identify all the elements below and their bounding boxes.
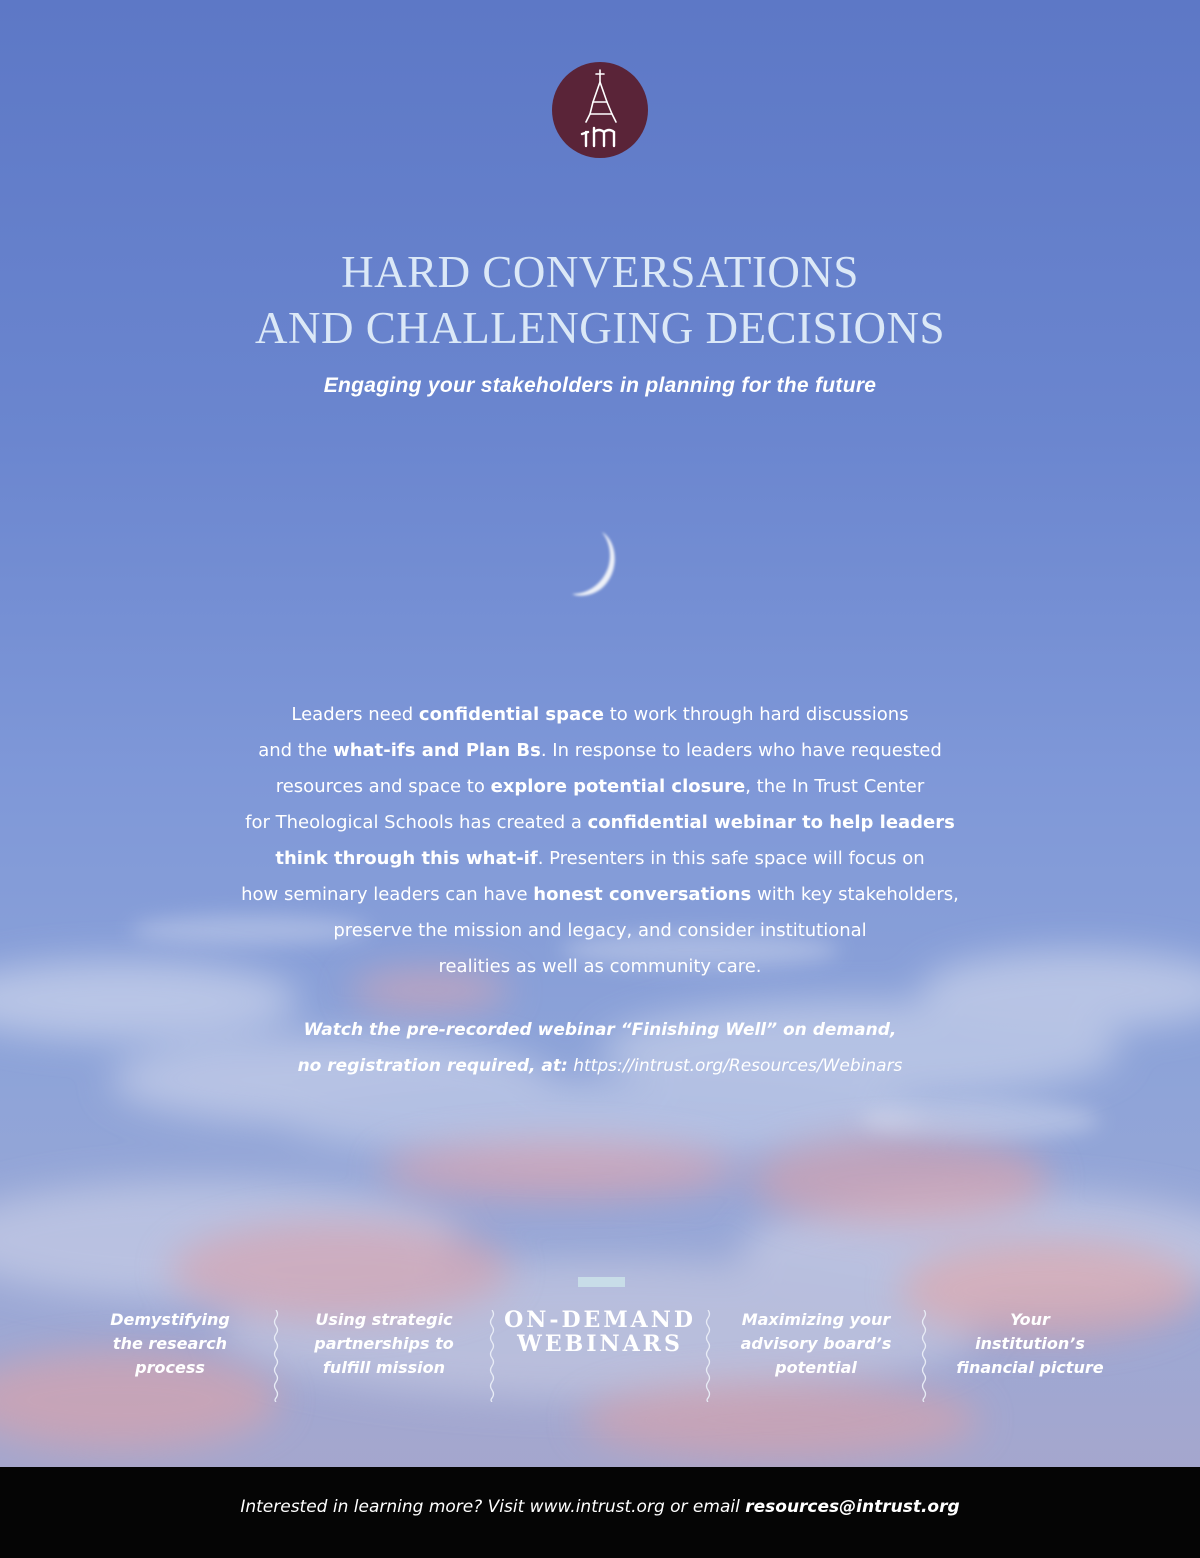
topic-line: potential	[775, 1358, 857, 1377]
body-emphasis: confidential space	[418, 704, 605, 725]
cta-text: no registration required, at:	[297, 1056, 568, 1076]
topic-line: partnerships to	[314, 1334, 454, 1353]
page-subtitle: Engaging your stakeholders in planning for the future	[323, 374, 877, 397]
body-line-1	[0, 697, 1200, 733]
topic-line: institution’s	[975, 1334, 1085, 1353]
footer-email-link[interactable]: resources@intrust.org	[745, 1497, 960, 1517]
cta-line-1	[0, 1012, 1200, 1048]
body-text-segment: for Theological Schools has created a	[245, 812, 588, 833]
body-text-segment: with key stakeholders,	[751, 884, 959, 905]
body-emphasis: what-ifs and Plan Bs	[333, 740, 541, 761]
topic-line: financial picture	[956, 1358, 1104, 1377]
in-trust-logo	[552, 62, 648, 158]
webinar-link[interactable]: https://intrust.org/Resources/Webinars	[567, 1056, 903, 1076]
topic-line: advisory board’s	[740, 1334, 892, 1353]
webinar-topics	[62, 1308, 1138, 1404]
title-line-1: HARD CONVERSATIONS	[341, 247, 859, 297]
body-line-8: realities as well as community care.	[438, 956, 762, 977]
crescent-moon-icon	[566, 528, 626, 600]
body-line-5	[0, 841, 1200, 877]
body-paragraph	[0, 697, 1200, 985]
webinar-topic-financial	[922, 1308, 1138, 1404]
body-text-segment: to work through hard discussions	[604, 704, 909, 725]
footer-text: Interested in learning more? Visit www.intrust.org or email	[240, 1497, 746, 1517]
body-emphasis: think through this what-if	[275, 848, 538, 869]
topic-line: Your	[1010, 1310, 1050, 1329]
topic-line: the research	[112, 1334, 228, 1353]
body-emphasis: explore potential closure	[490, 776, 746, 797]
body-text-segment: resources and space to	[275, 776, 491, 797]
body-text-segment: . In response to leaders who have requested	[540, 740, 942, 761]
body-line-4	[0, 805, 1200, 841]
heading-line: WEBINARS	[517, 1331, 683, 1357]
church-steeple-icon	[552, 62, 648, 158]
page-title	[0, 244, 1200, 356]
topic-line: Maximizing your	[741, 1310, 891, 1329]
body-emphasis: confidential webinar to help leaders	[587, 812, 955, 833]
body-text-segment: how seminary leaders can have	[241, 884, 534, 905]
body-line-2	[0, 733, 1200, 769]
title-line-2: AND CHALLENGING DECISIONS	[255, 303, 945, 353]
webinar-topic-research	[62, 1308, 278, 1404]
body-emphasis: honest conversations	[533, 884, 752, 905]
on-demand-webinars-heading	[492, 1308, 708, 1404]
body-text-segment: and the	[258, 740, 334, 761]
topic-line: Using strategic	[315, 1310, 453, 1329]
webinar-topic-advisory-board	[708, 1308, 924, 1404]
heading-line: ON-DEMAND	[504, 1307, 696, 1333]
body-text-segment: Leaders need	[291, 704, 419, 725]
cta-line-2	[0, 1048, 1200, 1084]
call-to-action	[0, 1012, 1200, 1084]
body-text-segment: , the In Trust Center	[745, 776, 925, 797]
body-line-3	[0, 769, 1200, 805]
topic-line: process	[135, 1358, 205, 1377]
body-text-segment: . Presenters in this safe space will focus on	[537, 848, 925, 869]
accent-dash	[578, 1277, 625, 1287]
cta-text: Watch the pre-recorded webinar “Finishing Well” on demand,	[303, 1020, 897, 1040]
topic-line: Demystifying	[110, 1310, 230, 1329]
body-line-7: preserve the mission and legacy, and consider institutional	[333, 920, 867, 941]
topic-line: fulfill mission	[322, 1358, 446, 1377]
webinar-topic-partnerships	[276, 1308, 492, 1404]
footer-bar	[0, 1467, 1200, 1558]
body-line-6	[0, 877, 1200, 913]
